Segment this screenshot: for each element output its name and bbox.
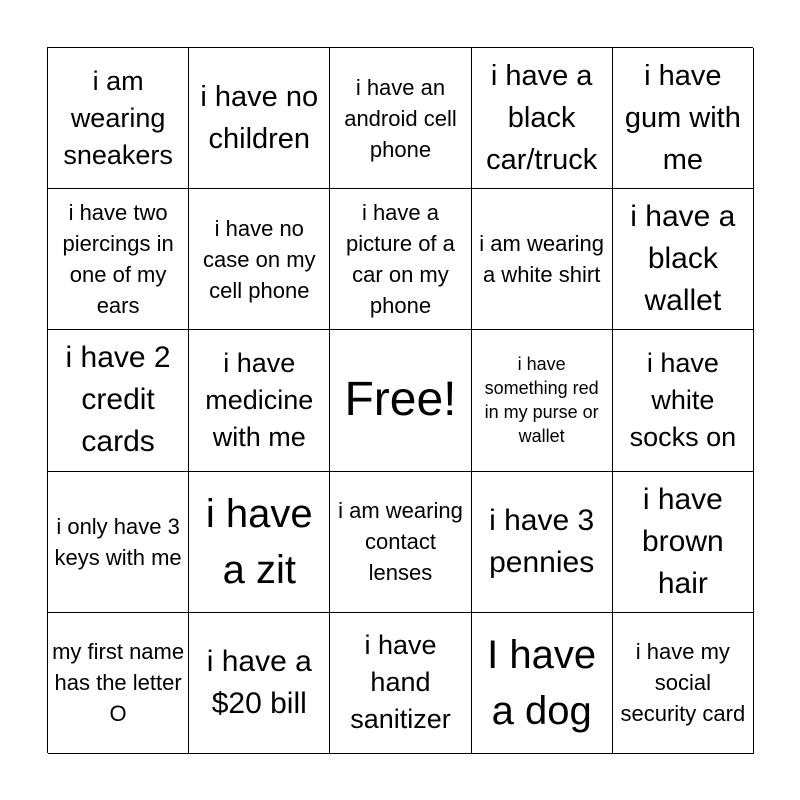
cell-text: i have a zit: [205, 491, 313, 592]
bingo-cell-free[interactable]: [330, 330, 471, 471]
bingo-cell-r5c4[interactable]: [472, 613, 613, 754]
cell-text: i have a black car/truck: [486, 60, 598, 177]
cell-text: i have something red in my purse or wallet: [484, 354, 599, 447]
bingo-cell-r4c1[interactable]: [48, 472, 189, 613]
cell-text: i have medicine with me: [205, 347, 314, 452]
bingo-cell-r1c5[interactable]: [613, 48, 754, 189]
cell-text: i am wearing sneakers: [63, 65, 173, 170]
cell-text: i have no children: [200, 81, 319, 156]
cell-text: i have no case on my cell phone: [203, 215, 316, 303]
cell-text: i have hand sanitizer: [350, 630, 451, 735]
cell-text: i have two piercings in one of my ears: [62, 200, 174, 319]
cell-text: i have brown hair: [641, 482, 724, 600]
bingo-cell-r1c4[interactable]: [472, 48, 613, 189]
cell-text: i have gum with me: [624, 60, 741, 177]
cell-text: i only have 3 keys with me: [54, 513, 182, 570]
cell-text: i have a black wallet: [630, 200, 736, 318]
cell-text: i have 3 pennies: [489, 503, 595, 579]
bingo-cell-r2c2[interactable]: [189, 189, 330, 330]
bingo-cell-r2c5[interactable]: [613, 189, 754, 330]
bingo-cell-r2c3[interactable]: [330, 189, 471, 330]
bingo-cell-r4c4[interactable]: [472, 472, 613, 613]
bingo-cell-r3c2[interactable]: [189, 330, 330, 471]
cell-text: i am wearing contact lenses: [338, 498, 463, 586]
bingo-cell-r2c4[interactable]: [472, 189, 613, 330]
cell-text: i have a $20 bill: [206, 644, 312, 720]
cell-text: I have a dog: [487, 632, 597, 733]
bingo-board: [47, 47, 753, 753]
bingo-cell-r1c1[interactable]: [48, 48, 189, 189]
bingo-cell-r2c1[interactable]: [48, 189, 189, 330]
bingo-cell-r3c4[interactable]: [472, 330, 613, 471]
cell-text: i have an android cell phone: [344, 74, 457, 162]
cell-text: i am wearing a white shirt: [479, 231, 605, 288]
bingo-cell-r5c1[interactable]: [48, 613, 189, 754]
free-space-text: Free!: [344, 373, 457, 427]
bingo-cell-r3c5[interactable]: [613, 330, 754, 471]
bingo-cell-r5c3[interactable]: [330, 613, 471, 754]
cell-text: i have my social security card: [620, 639, 746, 727]
bingo-cell-r5c5[interactable]: [613, 613, 754, 754]
bingo-cell-r4c3[interactable]: [330, 472, 471, 613]
cell-text: i have a picture of a car on my phone: [346, 200, 455, 319]
cell-text: i have white socks on: [629, 347, 737, 452]
cell-text: my first name has the letter O: [52, 639, 185, 727]
bingo-cell-r1c3[interactable]: [330, 48, 471, 189]
bingo-cell-r4c2[interactable]: [189, 472, 330, 613]
bingo-cell-r1c2[interactable]: [189, 48, 330, 189]
bingo-cell-r5c2[interactable]: [189, 613, 330, 754]
bingo-cell-r4c5[interactable]: [613, 472, 754, 613]
bingo-cell-r3c1[interactable]: [48, 330, 189, 471]
cell-text: i have 2 credit cards: [65, 341, 171, 459]
